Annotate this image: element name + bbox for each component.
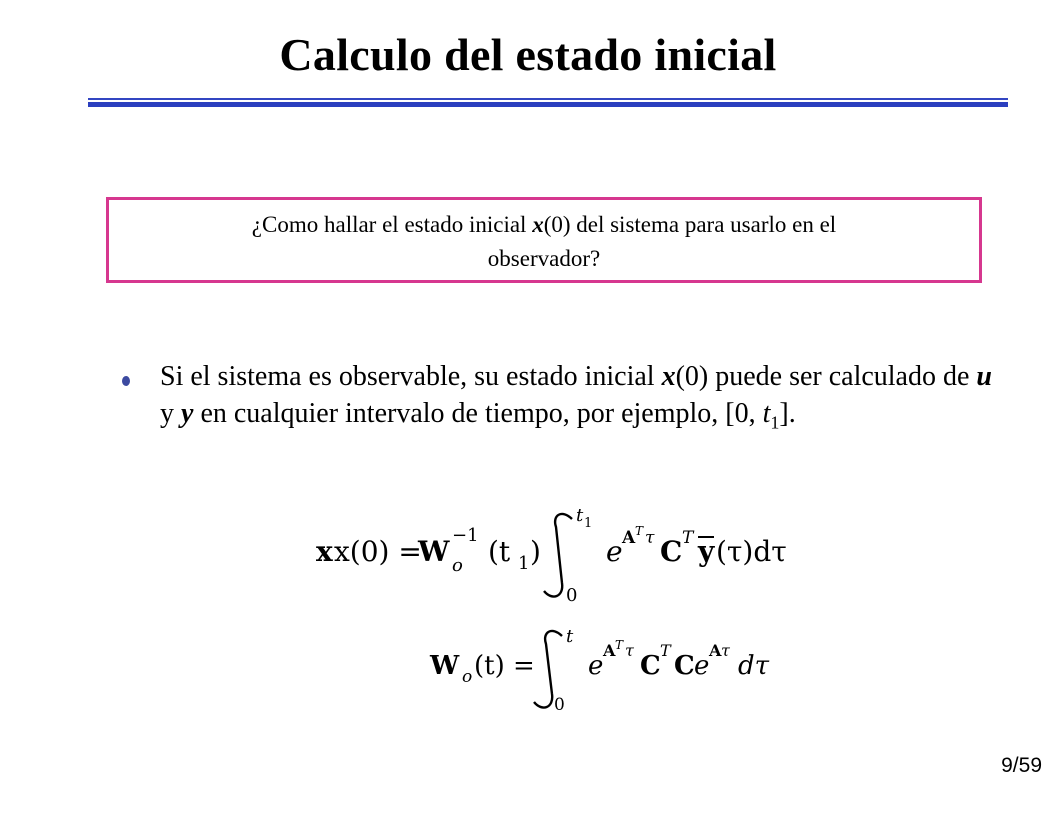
eq1-W: W (418, 535, 450, 568)
eq1-e: e (606, 535, 623, 568)
eq1-e-sup-A: A (622, 528, 636, 548)
eq1-W-sub: o (452, 555, 463, 576)
eq2-C1: C (640, 651, 661, 681)
eq1-arg-sub: 1 (518, 553, 530, 574)
eq2-tail: dτ (738, 651, 770, 681)
equation-initial-state (300, 505, 840, 605)
bullet-text: Si el sistema es observable, su estado inicial x(0) puede ser calculado de u y y en cualquier intervalo de tiempo, por ejemplo, [0, $t_1$]. (160, 361, 992, 433)
eq1-e-sup-tau: τ (645, 528, 655, 548)
eq2-W-sub: o (462, 667, 473, 687)
eq2-C1-sup: T (660, 641, 671, 660)
eq2-lhs-tail: (t) = (474, 651, 535, 681)
eq1-arg: (t (488, 535, 511, 568)
bullet-icon (122, 376, 130, 386)
title-rule-thick (88, 102, 1008, 107)
slide-title: Calculo del estado inicial (279, 29, 777, 80)
eq2-e-sup-T: T (615, 638, 624, 652)
eq1-C: C (660, 535, 683, 568)
eq2-W: W (430, 651, 460, 681)
eq2-e2: e (694, 651, 710, 681)
eq2-upper: t (566, 628, 574, 647)
page-number: 9/59 (1001, 754, 1042, 777)
eq2-e2-sup-A: A (709, 641, 722, 660)
eq1-W-sup: −1 (452, 525, 479, 546)
equation-gramian (420, 628, 820, 714)
eq1-C-sup: T (682, 528, 694, 548)
eq2-lower: 0 (554, 695, 565, 714)
eq1-e-sup-T: T (635, 524, 644, 538)
eq2-e-sup-tau: τ (625, 641, 634, 660)
title-rule-thin (88, 98, 1008, 100)
eq1-arg-close: ) (530, 535, 541, 568)
eq1-lhs-x: x (316, 535, 333, 568)
eq2-e2-sup-tau: τ (721, 641, 730, 660)
eq1-tail: (τ)dτ (716, 535, 787, 568)
eq2-C2: C (674, 651, 695, 681)
question-line-1: ¿Como hallar el estado inicial x(0) del sistema para usarlo en el (251, 212, 837, 237)
eq2-e: e (588, 651, 604, 681)
eq1-lower: 0 (566, 585, 578, 605)
eq1-upper: t (576, 505, 584, 526)
eq1-upper-sub: 1 (584, 516, 593, 531)
question-line-2: observador? (487, 246, 601, 271)
eq1-ybar: y (698, 535, 715, 568)
eq2-e-sup-A: A (603, 641, 616, 660)
eq1-lhs: x(0) = (334, 535, 422, 568)
question-box (106, 197, 982, 283)
